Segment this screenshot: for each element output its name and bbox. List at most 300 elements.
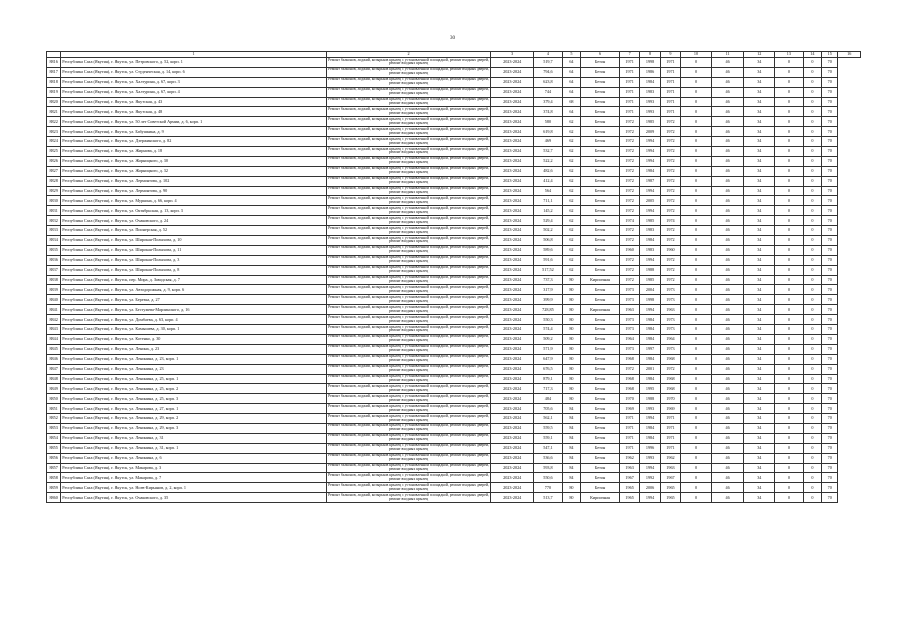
value-cell: Бетон: [581, 216, 620, 226]
value-cell: 0: [775, 236, 804, 246]
row-id-cell: 8834: [47, 236, 61, 246]
value-cell: 0: [681, 384, 712, 394]
value-cell: Бетон: [581, 443, 620, 453]
value-cell: Бетон: [581, 97, 620, 107]
header-cell: 12: [744, 52, 775, 58]
address-cell: Республика Саха (Якутия), г. Якутск, ул. Ноев-Кирьянов, д. 2, корп. 1: [61, 483, 327, 493]
value-cell: 34: [744, 226, 775, 236]
value-cell: 70: [822, 344, 838, 354]
value-cell: 80: [562, 334, 580, 344]
value-cell: Бетон: [581, 117, 620, 127]
row-id-cell: 8821: [47, 107, 61, 117]
table-body: [47, 52, 861, 503]
value-cell: 46: [711, 147, 744, 157]
value-cell: 70: [822, 404, 838, 414]
value-cell: Бетон: [581, 87, 620, 97]
table-row: [47, 206, 861, 216]
value-cell: 1962: [660, 453, 680, 463]
value-cell: 0: [803, 67, 821, 77]
value-cell: 1972: [619, 186, 639, 196]
value-cell: 2023-2024: [491, 483, 534, 493]
value-cell: 0: [681, 275, 712, 285]
value-cell: 70: [822, 255, 838, 265]
value-cell: 0: [803, 216, 821, 226]
address-cell: Республика Саха (Якутия), г. Якутск, пер. Мира, д. Заводская, д. 7: [61, 275, 327, 285]
value-cell: 1967: [619, 473, 639, 483]
value-cell: 1984: [640, 166, 660, 176]
value-cell: 1972: [619, 127, 639, 137]
value-cell: 2023-2024: [491, 493, 534, 503]
value-cell: 0: [803, 423, 821, 433]
value-cell: 1984: [640, 334, 660, 344]
value-cell: 0: [775, 87, 804, 97]
work-type-cell: Ремонт балконов, лоджий, козырьков крылец с установленной площадкой, ремонт входных дверей, ремонт входных крылец: [328, 97, 489, 105]
value-cell: 1995: [640, 384, 660, 394]
value-cell: 80: [562, 394, 580, 404]
value-cell: 0: [775, 107, 804, 117]
value-cell: 70: [822, 394, 838, 404]
value-cell: 1973: [619, 295, 639, 305]
value-cell: 80: [562, 344, 580, 354]
row-id-cell: 8840: [47, 295, 61, 305]
value-cell: 0: [681, 107, 712, 117]
value-cell: 2023-2024: [491, 344, 534, 354]
value-cell: 46: [711, 127, 744, 137]
value-cell: 46: [711, 67, 744, 77]
value-cell: 1965: [660, 493, 680, 503]
row-id-cell: 8842: [47, 315, 61, 325]
value-cell: 1971: [660, 67, 680, 77]
value-cell: 2023-2024: [491, 156, 534, 166]
value-cell: 591,6: [534, 255, 563, 265]
table-row: [47, 414, 861, 424]
value-cell: 0: [803, 206, 821, 216]
value-cell: 509,2: [534, 334, 563, 344]
value-cell: 1971: [619, 443, 639, 453]
row-id-cell: 8816: [47, 58, 61, 68]
value-cell: 80: [562, 295, 580, 305]
value-cell: 1998: [640, 58, 660, 68]
table-row: [47, 216, 861, 226]
header-cell: 10: [681, 52, 712, 58]
value-cell: 34: [744, 245, 775, 255]
value-cell: 2023-2024: [491, 433, 534, 443]
value-cell: 1971: [660, 87, 680, 97]
work-type-cell: Ремонт балконов, лоджий, козырьков крылец с установленной площадкой, ремонт входных дверей, ремонт входных крылец: [328, 67, 489, 76]
value-cell: 1993: [640, 453, 660, 463]
value-cell: Бетон: [581, 315, 620, 325]
value-cell: 62: [562, 147, 580, 157]
value-cell: 34: [744, 137, 775, 147]
value-cell: 1972: [660, 147, 680, 157]
value-cell: 62: [562, 137, 580, 147]
value-cell: 34: [744, 107, 775, 117]
value-cell: 1994: [640, 305, 660, 315]
value-cell: 1985: [640, 117, 660, 127]
value-cell: 2023-2024: [491, 374, 534, 384]
value-cell: 62: [562, 156, 580, 166]
value-cell: 46: [711, 453, 744, 463]
address-cell: Республика Саха (Якутия), г. Якутск, ул. Халтурина, д. 67, корп. 4: [61, 87, 327, 97]
value-cell: 482,6: [534, 166, 563, 176]
value-cell: 0: [775, 354, 804, 364]
work-type-cell: Ремонт балконов, лоджий, козырьков крылец с установленной площадкой, ремонт входных дверей, ремонт входных крылец: [328, 393, 489, 402]
value-cell: 1984: [640, 433, 660, 443]
row-id-cell: 8822: [47, 117, 61, 127]
value-cell: 1968: [619, 384, 639, 394]
value-cell: 70: [822, 334, 838, 344]
address-cell: Республика Саха (Якутия), г. Якутск, ул. Широкая-Полыхова, д. 8: [61, 265, 327, 275]
table-row: [47, 147, 861, 157]
value-cell: 0: [803, 97, 821, 107]
value-cell: 70: [822, 414, 838, 424]
value-cell: 0: [775, 156, 804, 166]
value-cell: 0: [803, 176, 821, 186]
value-cell: 1972: [619, 137, 639, 147]
value-cell: 46: [711, 423, 744, 433]
value-cell: 34: [744, 206, 775, 216]
value-cell: 46: [711, 305, 744, 315]
value-cell: 46: [711, 87, 744, 97]
value-cell: 1972: [660, 166, 680, 176]
value-cell: 0: [775, 226, 804, 236]
value-cell: 80: [562, 493, 580, 503]
value-cell: 744: [534, 87, 563, 97]
value-cell: 1972: [660, 236, 680, 246]
value-cell: 1973: [660, 344, 680, 354]
work-type-cell: Ремонт балконов, лоджий, козырьков крылец с установленной площадкой, ремонт входных дверей, ремонт входных крылец: [328, 314, 489, 323]
value-cell: 2023-2024: [491, 275, 534, 285]
value-cell: 0: [775, 186, 804, 196]
value-cell: 0: [775, 374, 804, 384]
value-cell: 70: [822, 87, 838, 97]
value-cell: 70: [822, 295, 838, 305]
value-cell: 1968: [619, 354, 639, 364]
value-cell: 34: [744, 196, 775, 206]
row-id-cell: 8836: [47, 255, 61, 265]
row-id-cell: 8851: [47, 404, 61, 414]
work-type-cell: Ремонт балконов, лоджий, козырьков крылец с установленной площадкой, ремонт входных дверей, ремонт входных крылец: [328, 205, 489, 214]
value-cell: 34: [744, 473, 775, 483]
value-cell: 1971: [660, 77, 680, 87]
value-cell: Бетон: [581, 265, 620, 275]
value-cell: Бетон: [581, 107, 620, 117]
value-cell: 46: [711, 58, 744, 68]
value-cell: 46: [711, 275, 744, 285]
value-cell: 0: [681, 97, 712, 107]
value-cell: 1969: [660, 404, 680, 414]
value-cell: 0: [681, 226, 712, 236]
value-cell: 62: [562, 166, 580, 176]
value-cell: 70: [822, 384, 838, 394]
value-cell: 70: [822, 206, 838, 216]
work-type-cell: Ремонт балконов, лоджий, козырьков крылец с установленной площадкой, ремонт входных дверей, ремонт входных крылец: [328, 235, 489, 244]
value-cell: 2023-2024: [491, 245, 534, 255]
value-cell: 34: [744, 463, 775, 473]
work-type-cell: Ремонт балконов, лоджий, козырьков крылец с установленной площадкой, ремонт входных дверей, ремонт входных крылец: [328, 126, 489, 135]
value-cell: 0: [775, 423, 804, 433]
value-cell: 46: [711, 315, 744, 325]
table-row: [47, 176, 861, 186]
value-cell: 1984: [640, 77, 660, 87]
row-id-cell: 8848: [47, 374, 61, 384]
value-cell: 0: [803, 344, 821, 354]
value-cell: 676,5: [534, 364, 563, 374]
work-type-cell: Ремонт балконов, лоджий, козырьков крылец с установленной площадкой, ремонт входных дверей, ремонт входных крылец: [328, 304, 489, 313]
value-cell: 0: [803, 364, 821, 374]
value-cell: 70: [822, 166, 838, 176]
value-cell: 1965: [619, 493, 639, 503]
value-cell: Бетон: [581, 404, 620, 414]
header-cell: 4: [534, 52, 563, 58]
work-type-cell: Ремонт балконов, лоджий, козырьков крылец с установленной площадкой, ремонт входных дверей, ремонт входных крылец: [328, 196, 489, 204]
value-cell: 1971: [619, 58, 639, 68]
value-cell: 1972: [660, 275, 680, 285]
work-type-cell: Ремонт балконов, лоджий, козырьков крылец с установленной площадкой, ремонт входных дверей, ремонт входных крылец: [328, 146, 489, 155]
value-cell: 1994: [640, 493, 660, 503]
value-cell: Бетон: [581, 384, 620, 394]
value-cell: 70: [822, 433, 838, 443]
value-cell: 1972: [660, 176, 680, 186]
value-cell: 64: [562, 107, 580, 117]
header-cell: 9: [660, 52, 680, 58]
row-id-cell: 8846: [47, 354, 61, 364]
value-cell: 62: [562, 196, 580, 206]
table-row: [47, 58, 861, 68]
value-cell: 0: [681, 196, 712, 206]
value-cell: 0: [803, 166, 821, 176]
value-cell: 64: [562, 58, 580, 68]
value-cell: 46: [711, 473, 744, 483]
address-cell: Республика Саха (Якутия), г. Якутск, ул. Ленинина, д. 31, корп. 1: [61, 443, 327, 453]
table-row: [47, 236, 861, 246]
row-id-cell: 8853: [47, 423, 61, 433]
value-cell: 34: [744, 344, 775, 354]
value-cell: 0: [803, 404, 821, 414]
value-cell: 46: [711, 493, 744, 503]
value-cell: 0: [681, 67, 712, 77]
value-cell: 46: [711, 443, 744, 453]
value-cell: 0: [803, 117, 821, 127]
value-cell: 46: [711, 236, 744, 246]
value-cell: 0: [775, 315, 804, 325]
value-cell: 1963: [619, 305, 639, 315]
value-cell: 0: [775, 58, 804, 68]
value-cell: 0: [775, 137, 804, 147]
value-cell: 46: [711, 404, 744, 414]
value-cell: 0: [681, 285, 712, 295]
address-cell: Республика Саха (Якутия), г. Якутск, ул. Широкая-Полыхова, д. 3: [61, 255, 327, 265]
value-cell: 62: [562, 245, 580, 255]
value-cell: 0: [803, 334, 821, 344]
value-cell: 2023-2024: [491, 176, 534, 186]
value-cell: 705,6: [534, 404, 563, 414]
value-cell: 46: [711, 97, 744, 107]
value-cell: 571,9: [534, 344, 563, 354]
value-cell: 70: [822, 147, 838, 157]
value-cell: Бетон: [581, 414, 620, 424]
value-cell: 84: [562, 443, 580, 453]
table-row: [47, 374, 861, 384]
value-cell: 2005: [640, 196, 660, 206]
value-cell: 0: [803, 315, 821, 325]
value-cell: 34: [744, 117, 775, 127]
value-cell: 1984: [640, 325, 660, 335]
value-cell: 2023-2024: [491, 334, 534, 344]
table-row: [47, 226, 861, 236]
value-cell: 794,6: [534, 67, 563, 77]
work-type-cell: Ремонт балконов, лоджий, козырьков крылец с установленной площадкой, ремонт входных дверей, ремонт входных крылец: [328, 383, 489, 392]
value-cell: 770: [534, 483, 563, 493]
value-cell: 34: [744, 156, 775, 166]
value-cell: 0: [681, 166, 712, 176]
value-cell: 46: [711, 344, 744, 354]
value-cell: Бетон: [581, 364, 620, 374]
table-row: [47, 156, 861, 166]
address-cell: Республика Саха (Якутия), г. Якутск, ул. Камышева, д. 30, корп. 1: [61, 325, 327, 335]
address-cell: Республика Саха (Якутия), г. Якутск, ул. Ленинина, д. 23, корп. 1: [61, 354, 327, 364]
address-cell: Республика Саха (Якутия), г. Якутск, ул. Жорницкого, д. 30: [61, 156, 327, 166]
row-id-cell: 8858: [47, 473, 61, 483]
table-row: [47, 127, 861, 137]
value-cell: Бетон: [581, 156, 620, 166]
value-cell: 0: [803, 443, 821, 453]
value-cell: 2023-2024: [491, 186, 534, 196]
value-cell: 0: [775, 443, 804, 453]
address-cell: Республика Саха (Якутия), г. Якутск, ул. Широкая-Полыхова, д. 10: [61, 236, 327, 246]
table-row: [47, 433, 861, 443]
value-cell: 46: [711, 295, 744, 305]
value-cell: 469: [534, 137, 563, 147]
value-cell: 0: [803, 483, 821, 493]
value-cell: 2023-2024: [491, 127, 534, 137]
value-cell: 0: [775, 364, 804, 374]
table-row: [47, 364, 861, 374]
table-row: [47, 107, 861, 117]
value-cell: 532,7: [534, 147, 563, 157]
value-cell: 2023-2024: [491, 265, 534, 275]
value-cell: 84: [562, 473, 580, 483]
address-cell: Республика Саха (Якутия), г. Якутск, ул. Широкая-Полыхова, д. 11: [61, 245, 327, 255]
table-row: [47, 384, 861, 394]
value-cell: 593,8: [534, 463, 563, 473]
table-row: [47, 344, 861, 354]
value-cell: 70: [822, 107, 838, 117]
value-cell: 70: [822, 137, 838, 147]
address-cell: Республика Саха (Якутия), г. Якутск, ул. Лермонтова, д. 102: [61, 176, 327, 186]
value-cell: 1973: [619, 325, 639, 335]
work-type-cell: Ремонт балконов, лоджий, козырьков крылец с установленной площадкой, ремонт входных дверей, ремонт входных крылец: [328, 492, 489, 501]
value-cell: 1972: [619, 275, 639, 285]
header-cell: 5: [562, 52, 580, 58]
value-cell: 0: [681, 364, 712, 374]
value-cell: 536,6: [534, 453, 563, 463]
value-cell: 34: [744, 265, 775, 275]
value-cell: 0: [775, 127, 804, 137]
value-cell: Бетон: [581, 186, 620, 196]
value-cell: 0: [681, 315, 712, 325]
value-cell: Бетон: [581, 374, 620, 384]
value-cell: 1971: [619, 67, 639, 77]
value-cell: 562,1: [534, 414, 563, 424]
value-cell: 2023-2024: [491, 216, 534, 226]
value-cell: 1974: [619, 216, 639, 226]
value-cell: 80: [562, 384, 580, 394]
value-cell: 1971: [660, 414, 680, 424]
value-cell: 1968: [660, 354, 680, 364]
value-cell: 0: [681, 255, 712, 265]
value-cell: Бетон: [581, 325, 620, 335]
value-cell: 0: [775, 67, 804, 77]
work-type-cell: Ремонт балконов, лоджий, козырьков крылец с установленной площадкой, ремонт входных дверей, ремонт входных крылец: [328, 354, 489, 363]
value-cell: 0: [775, 453, 804, 463]
address-cell: Республика Саха (Якутия), г. Якутск, ул. Ленинина, д. 27, корп. 1: [61, 404, 327, 414]
value-cell: 1972: [660, 196, 680, 206]
header-cell: 14: [803, 52, 821, 58]
row-id-cell: 8857: [47, 463, 61, 473]
value-cell: 0: [681, 414, 712, 424]
address-cell: Республика Саха (Якутия), г. Якутск, ул. Петровского, д. 52, корп. 1: [61, 58, 327, 68]
table-row: [47, 473, 861, 483]
work-type-cell: Ремонт балконов, лоджий, козырьков крылец с установленной площадкой, ремонт входных дверей, ремонт входных крылец: [328, 482, 489, 491]
value-cell: 1968: [619, 374, 639, 384]
value-cell: 1972: [660, 265, 680, 275]
value-cell: 62: [562, 176, 580, 186]
value-cell: Бетон: [581, 77, 620, 87]
value-cell: 46: [711, 77, 744, 87]
value-cell: Бетон: [581, 354, 620, 364]
value-cell: 70: [822, 493, 838, 503]
value-cell: 0: [803, 414, 821, 424]
row-id-cell: 8849: [47, 384, 61, 394]
row-id-cell: 8855: [47, 443, 61, 453]
value-cell: 34: [744, 87, 775, 97]
row-id-cell: 8829: [47, 186, 61, 196]
value-cell: 1994: [640, 137, 660, 147]
value-cell: 0: [681, 137, 712, 147]
value-cell: 547,1: [534, 443, 563, 453]
value-cell: 1967: [660, 473, 680, 483]
value-cell: 46: [711, 265, 744, 275]
table-row: [47, 295, 861, 305]
value-cell: 574,4: [534, 325, 563, 335]
address-cell: Республика Саха (Якутия), г. Якутск, ул. Ленинина, д. 25, корп. 3: [61, 394, 327, 404]
value-cell: 2023-2024: [491, 166, 534, 176]
value-cell: 46: [711, 255, 744, 265]
value-cell: 1973: [660, 315, 680, 325]
value-cell: 1972: [619, 226, 639, 236]
value-cell: 1972: [660, 137, 680, 147]
value-cell: Кирпичная: [581, 305, 620, 315]
row-id-cell: 8845: [47, 344, 61, 354]
value-cell: 0: [775, 325, 804, 335]
value-cell: 1983: [640, 245, 660, 255]
value-cell: 0: [681, 305, 712, 315]
table-row: [47, 117, 861, 127]
value-cell: 2023-2024: [491, 147, 534, 157]
value-cell: 1963: [660, 305, 680, 315]
value-cell: 0: [681, 354, 712, 364]
table-row: [47, 423, 861, 433]
value-cell: 1964: [660, 334, 680, 344]
address-cell: Республика Саха (Якутия), г. Якутск, ул. Жорницкого, д. 32: [61, 166, 327, 176]
address-cell: Республика Саха (Якутия), г. Якутск, ул. Ленинина, д. 25, корп. 1: [61, 374, 327, 384]
value-cell: 0: [775, 483, 804, 493]
value-cell: 0: [775, 206, 804, 216]
value-cell: 1994: [640, 255, 660, 265]
value-cell: 0: [803, 245, 821, 255]
value-cell: 1968: [660, 384, 680, 394]
